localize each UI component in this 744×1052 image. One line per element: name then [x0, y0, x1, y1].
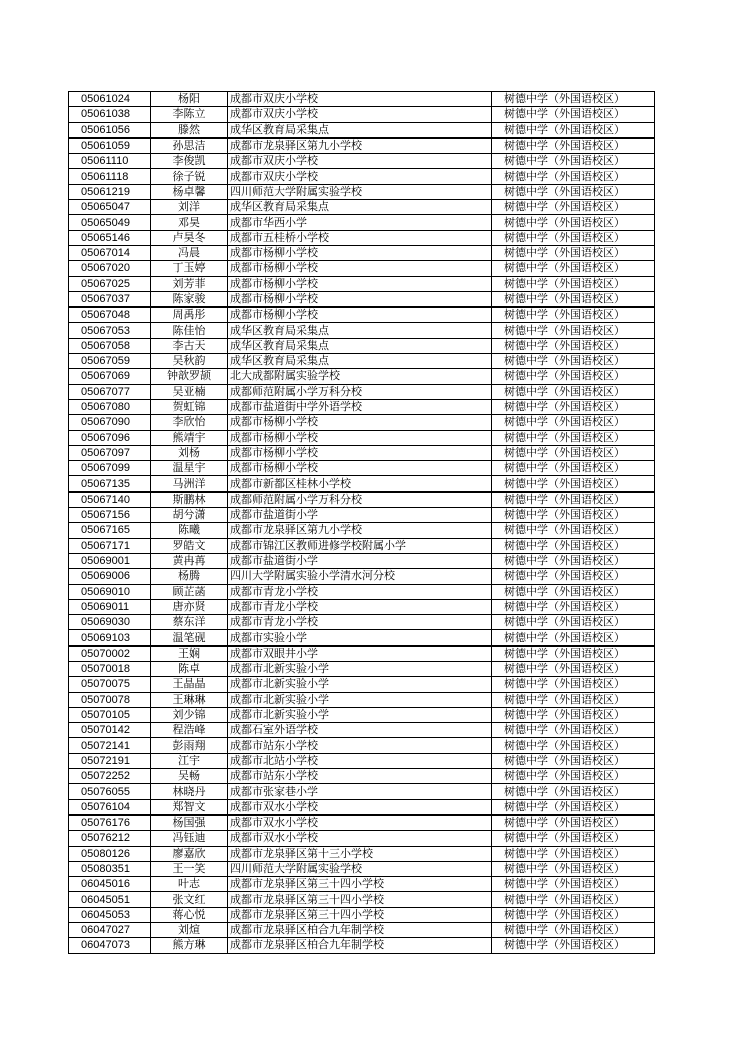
school-cell: 成都市北站小学校 — [228, 753, 492, 768]
student-id-cell: 05069011 — [69, 599, 151, 614]
admitted-school-cell: 树德中学（外国语校区） — [492, 677, 655, 692]
school-cell: 成都市五桂桥小学校 — [228, 230, 492, 245]
student-name-cell: 王琳琳 — [151, 692, 228, 707]
admitted-school-cell: 树德中学（外国语校区） — [492, 508, 655, 523]
admitted-school-cell: 树德中学（外国语校区） — [492, 877, 655, 892]
school-cell: 成都市杨柳小学校 — [228, 276, 492, 291]
student-name-cell: 吴亚楠 — [151, 384, 228, 399]
table-row — [69, 200, 655, 215]
admitted-school-cell: 树德中学（外国语校区） — [492, 599, 655, 614]
student-id-cell: 05067090 — [69, 415, 151, 430]
admitted-school-cell: 树德中学（外国语校区） — [492, 523, 655, 538]
table-row — [69, 399, 655, 414]
student-id-cell: 05067020 — [69, 261, 151, 276]
table-row — [69, 276, 655, 291]
admitted-school-cell: 树德中学（外国语校区） — [492, 338, 655, 353]
admitted-school-cell: 树德中学（外国语校区） — [492, 415, 655, 430]
school-cell: 成都市盐道街小学 — [228, 508, 492, 523]
student-name-cell: 吴畅 — [151, 769, 228, 784]
admitted-school-cell: 树德中学（外国语校区） — [492, 799, 655, 815]
school-cell: 成都市龙泉驿区柏合九年制学校 — [228, 923, 492, 938]
school-cell: 成都石室外语学校 — [228, 723, 492, 738]
table-row — [69, 892, 655, 907]
student-name-cell: 陈家骏 — [151, 291, 228, 307]
table-row — [69, 799, 655, 815]
table-row — [69, 523, 655, 538]
school-cell: 成都市锦江区教师进修学校附属小学 — [228, 538, 492, 553]
school-cell: 成都市青龙小学校 — [228, 584, 492, 599]
student-id-cell: 05067025 — [69, 276, 151, 291]
student-name-cell: 杨腾 — [151, 569, 228, 584]
table-row — [69, 307, 655, 323]
student-id-cell: 05067048 — [69, 307, 151, 323]
admitted-school-cell: 树德中学（外国语校区） — [492, 461, 655, 476]
school-cell: 成华区教育局采集点 — [228, 200, 492, 215]
admitted-school-cell: 树德中学（外国语校区） — [492, 938, 655, 953]
admitted-school-cell: 树德中学（外国语校区） — [492, 861, 655, 876]
admitted-school-cell: 树德中学（外国语校区） — [492, 831, 655, 846]
student-name-cell: 刘煊 — [151, 923, 228, 938]
school-cell: 成华区教育局采集点 — [228, 338, 492, 353]
school-cell: 四川大学附属实验小学清水河分校 — [228, 569, 492, 584]
school-cell: 成都市双庆小学校 — [228, 169, 492, 184]
student-id-cell: 05072191 — [69, 753, 151, 768]
admitted-school-cell: 树德中学（外国语校区） — [492, 184, 655, 199]
student-id-cell: 05067059 — [69, 354, 151, 369]
student-name-cell: 蒋心悦 — [151, 907, 228, 922]
school-cell: 成都师范附属小学万科分校 — [228, 384, 492, 399]
admitted-school-cell: 树德中学（外国语校区） — [492, 707, 655, 722]
table-row — [69, 261, 655, 276]
student-id-cell: 05070142 — [69, 723, 151, 738]
student-name-cell: 李古天 — [151, 338, 228, 353]
admitted-school-cell: 树德中学（外国语校区） — [492, 907, 655, 922]
admitted-school-cell: 树德中学（外国语校区） — [492, 738, 655, 753]
table-row — [69, 599, 655, 614]
school-cell: 成都市双水小学校 — [228, 799, 492, 815]
table-row — [69, 476, 655, 492]
student-name-cell: 郑智文 — [151, 799, 228, 815]
student-id-cell: 05076104 — [69, 799, 151, 815]
student-name-cell: 丁玉婷 — [151, 261, 228, 276]
school-cell: 成都市龙泉驿区第三十四小学校 — [228, 892, 492, 907]
student-id-cell: 05069030 — [69, 615, 151, 630]
table-row — [69, 646, 655, 662]
student-id-cell: 05069001 — [69, 553, 151, 568]
school-cell: 成都市北新实验小学 — [228, 661, 492, 676]
student-name-cell: 刘杨 — [151, 445, 228, 460]
student-id-cell: 05065049 — [69, 215, 151, 230]
school-cell: 成都师范附属小学万科分校 — [228, 492, 492, 508]
admitted-school-cell: 树德中学（外国语校区） — [492, 92, 655, 107]
student-name-cell: 杨阳 — [151, 92, 228, 107]
table-row — [69, 354, 655, 369]
table-row — [69, 92, 655, 107]
student-name-cell: 王一笑 — [151, 861, 228, 876]
table-row — [69, 138, 655, 154]
admitted-school-cell: 树德中学（外国语校区） — [492, 154, 655, 169]
school-cell: 成都市青龙小学校 — [228, 599, 492, 614]
table-row — [69, 184, 655, 199]
table-row — [69, 369, 655, 384]
school-cell: 成都市双庆小学校 — [228, 107, 492, 122]
student-name-cell: 叶志 — [151, 877, 228, 892]
table-row — [69, 661, 655, 676]
admitted-school-cell: 树德中学（外国语校区） — [492, 122, 655, 138]
student-name-cell: 熊靖宇 — [151, 430, 228, 445]
student-id-cell: 06047027 — [69, 923, 151, 938]
table-row — [69, 107, 655, 122]
school-cell: 成都市龙泉驿区第九小学校 — [228, 523, 492, 538]
admitted-school-cell: 树德中学（外国语校区） — [492, 553, 655, 568]
student-id-cell: 05072141 — [69, 738, 151, 753]
admitted-school-cell: 树德中学（外国语校区） — [492, 569, 655, 584]
student-name-cell: 王晶晶 — [151, 677, 228, 692]
table-row — [69, 815, 655, 831]
student-id-cell: 05061038 — [69, 107, 151, 122]
school-cell: 成都市青龙小学校 — [228, 615, 492, 630]
table-row — [69, 230, 655, 245]
admitted-school-cell: 树德中学（外国语校区） — [492, 399, 655, 414]
admitted-school-cell: 树德中学（外国语校区） — [492, 138, 655, 154]
admitted-school-cell: 树德中学（外国语校区） — [492, 646, 655, 662]
admitted-school-cell: 树德中学（外国语校区） — [492, 261, 655, 276]
student-name-cell: 李欣怡 — [151, 415, 228, 430]
table-row — [69, 630, 655, 646]
student-name-cell: 刘芳菲 — [151, 276, 228, 291]
table-row — [69, 907, 655, 922]
student-name-cell: 陈佳怡 — [151, 323, 228, 338]
admitted-school-cell: 树德中学（外国语校区） — [492, 245, 655, 260]
table-row — [69, 415, 655, 430]
school-cell: 成都市北新实验小学 — [228, 707, 492, 722]
admitted-school-cell: 树德中学（外国语校区） — [492, 769, 655, 784]
school-cell: 四川师范大学附属实验学校 — [228, 184, 492, 199]
table-row — [69, 753, 655, 768]
table-row — [69, 122, 655, 138]
student-id-cell: 06045053 — [69, 907, 151, 922]
school-cell: 成都市张家巷小学 — [228, 784, 492, 799]
student-name-cell: 马洲洋 — [151, 476, 228, 492]
admitted-school-cell: 树德中学（外国语校区） — [492, 215, 655, 230]
school-cell: 成都市双庆小学校 — [228, 92, 492, 107]
table-row — [69, 245, 655, 260]
school-cell: 成都市盐道街中学外语学校 — [228, 399, 492, 414]
school-cell: 成华区教育局采集点 — [228, 354, 492, 369]
student-name-cell: 张文红 — [151, 892, 228, 907]
school-cell: 成都市龙泉驿区柏合九年制学校 — [228, 938, 492, 953]
school-cell: 四川师范大学附属实验学校 — [228, 861, 492, 876]
admitted-school-cell: 树德中学（外国语校区） — [492, 430, 655, 445]
student-id-cell: 05067014 — [69, 245, 151, 260]
table-row — [69, 923, 655, 938]
admitted-school-cell: 树德中学（外国语校区） — [492, 584, 655, 599]
table-row — [69, 877, 655, 892]
school-cell: 成都市杨柳小学校 — [228, 430, 492, 445]
table-row — [69, 707, 655, 722]
school-cell: 成都市新都区桂林小学校 — [228, 476, 492, 492]
student-name-cell: 滕然 — [151, 122, 228, 138]
school-cell: 成都市龙泉驿区第十三小学校 — [228, 846, 492, 861]
school-cell: 成都市盐道街小学 — [228, 553, 492, 568]
admitted-school-cell: 树德中学（外国语校区） — [492, 784, 655, 799]
student-id-cell: 05061219 — [69, 184, 151, 199]
school-cell: 成都市双水小学校 — [228, 831, 492, 846]
table-row — [69, 338, 655, 353]
admitted-school-cell: 树德中学（外国语校区） — [492, 169, 655, 184]
school-cell: 成都市杨柳小学校 — [228, 307, 492, 323]
admitted-school-cell: 树德中学（外国语校区） — [492, 384, 655, 399]
student-id-cell: 05067096 — [69, 430, 151, 445]
admitted-school-cell: 树德中学（外国语校区） — [492, 892, 655, 907]
table-row — [69, 384, 655, 399]
student-name-cell: 冯晨 — [151, 245, 228, 260]
student-id-cell: 05070075 — [69, 677, 151, 692]
student-id-cell: 05061059 — [69, 138, 151, 154]
admitted-school-cell: 树德中学（外国语校区） — [492, 291, 655, 307]
admitted-school-cell: 树德中学（外国语校区） — [492, 354, 655, 369]
student-id-cell: 05067069 — [69, 369, 151, 384]
admitted-school-cell: 树德中学（外国语校区） — [492, 276, 655, 291]
school-cell: 成都市北新实验小学 — [228, 692, 492, 707]
student-id-cell: 05072252 — [69, 769, 151, 784]
student-name-cell: 王娴 — [151, 646, 228, 662]
student-name-cell: 卢昊冬 — [151, 230, 228, 245]
table-row — [69, 323, 655, 338]
school-cell: 成都市双庆小学校 — [228, 154, 492, 169]
admitted-school-cell: 树德中学（外国语校区） — [492, 200, 655, 215]
student-id-cell: 05067165 — [69, 523, 151, 538]
table-row — [69, 154, 655, 169]
table-row — [69, 445, 655, 460]
student-name-cell: 温星宇 — [151, 461, 228, 476]
table-row — [69, 692, 655, 707]
student-id-cell: 05076212 — [69, 831, 151, 846]
school-cell: 北大成都附属实验学校 — [228, 369, 492, 384]
student-name-cell: 周禹彤 — [151, 307, 228, 323]
student-id-cell: 06045016 — [69, 877, 151, 892]
table-row — [69, 738, 655, 753]
table-row — [69, 291, 655, 307]
student-name-cell: 黄冉苒 — [151, 553, 228, 568]
school-cell: 成都市杨柳小学校 — [228, 245, 492, 260]
student-id-cell: 05061056 — [69, 122, 151, 138]
table-row — [69, 215, 655, 230]
table-row — [69, 169, 655, 184]
admitted-school-cell: 树德中学（外国语校区） — [492, 492, 655, 508]
student-id-cell: 06047073 — [69, 938, 151, 953]
table-row — [69, 492, 655, 508]
school-cell: 成都市双水小学校 — [228, 815, 492, 831]
admitted-school-cell: 树德中学（外国语校区） — [492, 753, 655, 768]
student-name-cell: 刘少锦 — [151, 707, 228, 722]
student-name-cell: 温笔砚 — [151, 630, 228, 646]
table-row — [69, 569, 655, 584]
school-cell: 成都市实验小学 — [228, 630, 492, 646]
table-row — [69, 861, 655, 876]
school-cell: 成都市龙泉驿区第三十四小学校 — [228, 877, 492, 892]
student-id-cell: 05061024 — [69, 92, 151, 107]
student-id-cell: 05069010 — [69, 584, 151, 599]
student-name-cell: 陈卓 — [151, 661, 228, 676]
student-id-cell: 05067097 — [69, 445, 151, 460]
student-name-cell: 李陈立 — [151, 107, 228, 122]
school-cell: 成都市北新实验小学 — [228, 677, 492, 692]
student-name-cell: 江宇 — [151, 753, 228, 768]
admitted-school-cell: 树德中学（外国语校区） — [492, 476, 655, 492]
admitted-school-cell: 树德中学（外国语校区） — [492, 923, 655, 938]
school-cell: 成都市站东小学校 — [228, 769, 492, 784]
school-cell: 成都市双眼井小学 — [228, 646, 492, 662]
student-id-cell: 05069006 — [69, 569, 151, 584]
student-id-cell: 05069103 — [69, 630, 151, 646]
school-cell: 成都市杨柳小学校 — [228, 261, 492, 276]
student-id-cell: 05067058 — [69, 338, 151, 353]
admitted-school-cell: 树德中学（外国语校区） — [492, 107, 655, 122]
table-row — [69, 831, 655, 846]
school-cell: 成都市杨柳小学校 — [228, 291, 492, 307]
table-row — [69, 723, 655, 738]
school-cell: 成都市华西小学 — [228, 215, 492, 230]
admitted-school-cell: 树德中学（外国语校区） — [492, 445, 655, 460]
student-name-cell: 刘洋 — [151, 200, 228, 215]
student-name-cell: 李俊凯 — [151, 154, 228, 169]
student-id-cell: 05065146 — [69, 230, 151, 245]
table-row — [69, 938, 655, 953]
student-name-cell: 唐亦贤 — [151, 599, 228, 614]
student-id-cell: 05067171 — [69, 538, 151, 553]
student-id-cell: 05067135 — [69, 476, 151, 492]
student-id-cell: 05065047 — [69, 200, 151, 215]
student-id-cell: 05067037 — [69, 291, 151, 307]
student-name-cell: 吴秋韵 — [151, 354, 228, 369]
student-id-cell: 05076176 — [69, 815, 151, 831]
admitted-school-cell: 树德中学（外国语校区） — [492, 307, 655, 323]
school-cell: 成都市龙泉驿区第三十四小学校 — [228, 907, 492, 922]
student-name-cell: 蔡东洋 — [151, 615, 228, 630]
student-id-cell: 05070002 — [69, 646, 151, 662]
student-id-cell: 05076055 — [69, 784, 151, 799]
table-row — [69, 846, 655, 861]
student-name-cell: 胡兮潇 — [151, 508, 228, 523]
admitted-school-cell: 树德中学（外国语校区） — [492, 661, 655, 676]
admitted-school-cell: 树德中学（外国语校区） — [492, 369, 655, 384]
student-id-cell: 05067099 — [69, 461, 151, 476]
student-name-cell: 罗皓文 — [151, 538, 228, 553]
student-name-cell: 冯钰迪 — [151, 831, 228, 846]
student-id-cell: 05067053 — [69, 323, 151, 338]
admitted-school-cell: 树德中学（外国语校区） — [492, 538, 655, 553]
admitted-school-cell: 树德中学（外国语校区） — [492, 846, 655, 861]
student-id-cell: 05070018 — [69, 661, 151, 676]
student-id-cell: 05067140 — [69, 492, 151, 508]
student-name-cell: 钟歆罗颉 — [151, 369, 228, 384]
table-row — [69, 430, 655, 445]
admitted-school-cell: 树德中学（外国语校区） — [492, 615, 655, 630]
table-row — [69, 615, 655, 630]
student-id-cell: 05067080 — [69, 399, 151, 414]
table-row — [69, 677, 655, 692]
admission-list-table — [68, 91, 655, 954]
school-cell: 成都市杨柳小学校 — [228, 415, 492, 430]
student-id-cell: 05067156 — [69, 508, 151, 523]
student-id-cell: 05061118 — [69, 169, 151, 184]
student-name-cell: 顾芷菡 — [151, 584, 228, 599]
student-name-cell: 廖嘉欣 — [151, 846, 228, 861]
student-name-cell: 熊方琳 — [151, 938, 228, 953]
table-row — [69, 769, 655, 784]
student-id-cell: 05080351 — [69, 861, 151, 876]
table-row — [69, 784, 655, 799]
admitted-school-cell: 树德中学（外国语校区） — [492, 230, 655, 245]
student-name-cell: 陈曦 — [151, 523, 228, 538]
school-cell: 成都市龙泉驿区第九小学校 — [228, 138, 492, 154]
student-name-cell: 徐子锐 — [151, 169, 228, 184]
table-row — [69, 508, 655, 523]
student-name-cell: 杨卓馨 — [151, 184, 228, 199]
table-row — [69, 553, 655, 568]
student-name-cell: 斯鹏林 — [151, 492, 228, 508]
admitted-school-cell: 树德中学（外国语校区） — [492, 630, 655, 646]
school-cell: 成都市杨柳小学校 — [228, 461, 492, 476]
school-cell: 成都市站东小学校 — [228, 738, 492, 753]
admitted-school-cell: 树德中学（外国语校区） — [492, 815, 655, 831]
student-id-cell: 05061110 — [69, 154, 151, 169]
table-row — [69, 461, 655, 476]
student-name-cell: 林晓丹 — [151, 784, 228, 799]
student-name-cell: 贺虹锦 — [151, 399, 228, 414]
student-id-cell: 05070105 — [69, 707, 151, 722]
table-row — [69, 538, 655, 553]
admitted-school-cell: 树德中学（外国语校区） — [492, 723, 655, 738]
admitted-school-cell: 树德中学（外国语校区） — [492, 692, 655, 707]
student-name-cell: 程浩峰 — [151, 723, 228, 738]
admitted-school-cell: 树德中学（外国语校区） — [492, 323, 655, 338]
student-name-cell: 孙思洁 — [151, 138, 228, 154]
school-cell: 成华区教育局采集点 — [228, 122, 492, 138]
student-name-cell: 邓昊 — [151, 215, 228, 230]
student-id-cell: 05080126 — [69, 846, 151, 861]
table-row — [69, 584, 655, 599]
student-id-cell: 06045051 — [69, 892, 151, 907]
school-cell: 成都市杨柳小学校 — [228, 445, 492, 460]
student-id-cell: 05067077 — [69, 384, 151, 399]
table-body — [69, 92, 655, 954]
student-name-cell: 彭雨翔 — [151, 738, 228, 753]
student-name-cell: 杨国强 — [151, 815, 228, 831]
student-id-cell: 05070078 — [69, 692, 151, 707]
school-cell: 成华区教育局采集点 — [228, 323, 492, 338]
